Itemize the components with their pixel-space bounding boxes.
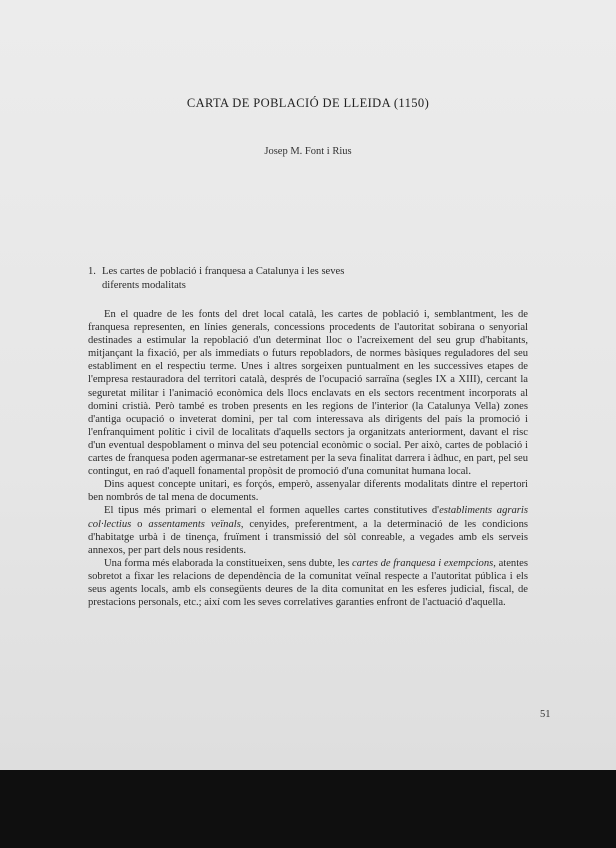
paragraph-3-italic-2: assentaments veïnals: [148, 518, 241, 530]
page-number: 51: [540, 709, 551, 720]
paragraph-1: En el quadre de les fonts del dret local català, les cartes de població i, semblantment, les de franquesa representen, en línies generals, concessions procedents de l'autoritat sobirana o senyorial destinades a estimular la repoblació d'un determinat lloc o l'acreixement del seu grup d'habitants, mitjançant la fixació, per als immediats o futurs repobladors, de normes bàsiques reguladores del seu establiment en el respectiu terme. Unes i altres sorgeixen puntualment en les successives etapes de l'empresa restauradora del territori català, després de l'ocupació sarraïna (segles IX a XIII), cercant la seguretat militar i l'animació econòmica dels llocs enclavats en els sectors recentment incorporats al domini cristià. Però també es troben presents en les regions de l'interior (la Catalunya Vella) zones d'antiga ocupació o inveterat domini, per tal com interessava als dirigents del país la promoció i l'enfranquiment polític i civil de localitats d'aquells sectors ja organitzats anteriorment, davant el risc d'un eventual despoblament o minva del seu potencial econòmic o social. Per això, cartes de població i cartes de franquesa poden agermanar-se estretament per la seva finalitat darrera i àdhuc, en part, pel seu contingut, en raó d'aquell fonamental propòsit de promoció d'una comunitat humana local.: [88, 309, 528, 478]
paragraph-3-italic-1: establiments agraris col·lectius: [88, 505, 528, 530]
paragraph-2: Dins aquest concepte unitari, es forçós, emperò, assenyalar diferents modalitats dintre el repertori ben nombrós de tal mena de documents.: [88, 479, 528, 504]
scan-dark-margin: [0, 770, 616, 848]
article-title: CARTA DE POBLACIÓ DE LLEIDA (1150): [186, 96, 430, 110]
paragraph-3: [88, 504, 528, 556]
section-heading-line2: diferents modalitats: [102, 280, 186, 291]
paragraph-4-italic: cartes de franquesa i exempcions: [352, 557, 494, 569]
section-heading-line1: Les cartes de població i franquesa a Catalunya i les seves: [102, 266, 345, 277]
section-number: 1.: [88, 266, 96, 277]
paragraph-3-text-c: , cenyides, preferentment, a la determinació de les condicions d'habitatge urbà i de tinença, fruïment i transmissió del sòl conreable, a vegades amb els serveis annexos, per part dels nous residents.: [88, 518, 528, 556]
article-author: Josep M. Font i Rius: [264, 146, 352, 157]
paragraph-3-text-a: El tipus més primari o elemental el formen aquelles cartes constitutives d': [104, 505, 440, 517]
body-text: [88, 308, 528, 609]
paragraph-4: [88, 557, 528, 609]
section-heading: [88, 265, 528, 293]
paragraph-3-text-b: o: [131, 518, 149, 530]
paragraph-4-text-a: Una forma més elaborada la constitueixen, sens dubte, les: [104, 557, 353, 569]
paragraph-4-text-b: , atentes sobretot a fixar les relacions de dependència de la comunitat veïnal respecte a l'autoritat pública i els seus agents locals, amb els consegüents deures de la dita comunitat en les esferes judicial, fiscal, de prestacions personals, etc.; així com les seves correlatives garanties enfront de l'actuació d'aquella.: [88, 557, 528, 609]
